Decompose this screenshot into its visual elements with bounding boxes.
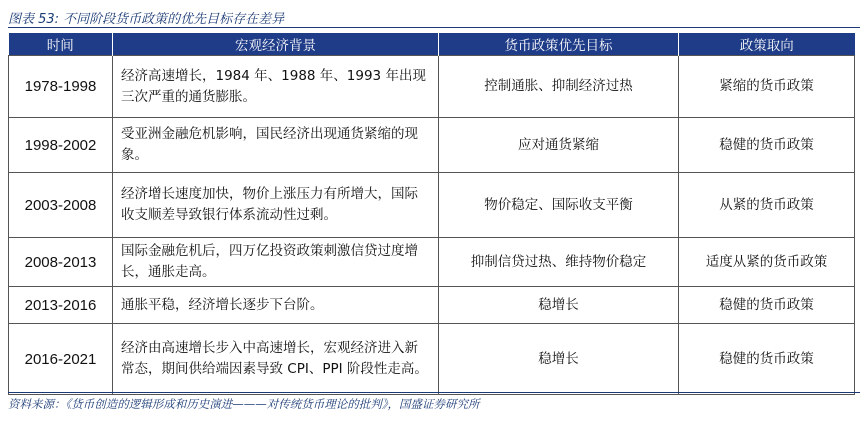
policy-table bbox=[8, 33, 855, 395]
cell-period: 2013-2016 bbox=[9, 287, 113, 324]
cell-orientation: 稳健的货币政策 bbox=[679, 118, 855, 173]
cell-background: 受亚洲金融危机影响，国民经济出现通货紧缩的现象。 bbox=[113, 118, 439, 173]
cell-orientation: 稳健的货币政策 bbox=[679, 324, 855, 395]
cell-target: 抑制信贷过热、维持物价稳定 bbox=[439, 238, 679, 287]
cell-orientation: 紧缩的货币政策 bbox=[679, 56, 855, 118]
cell-orientation: 从紧的货币政策 bbox=[679, 173, 855, 238]
cell-period: 2003-2008 bbox=[9, 173, 113, 238]
cell-background: 经济增长速度加快，物价上涨压力有所增大，国际收支顺差导致银行体系流动性过剩。 bbox=[113, 173, 439, 238]
cell-target: 稳增长 bbox=[439, 287, 679, 324]
cell-background: 经济由高速增长步入中高速增长，宏观经济进入新常态，期间供给端因素导致 CPI、PPI 阶段性走高。 bbox=[113, 324, 439, 395]
cell-target: 稳增长 bbox=[439, 324, 679, 395]
cell-period: 1998-2002 bbox=[9, 118, 113, 173]
cell-target: 应对通货紧缩 bbox=[439, 118, 679, 173]
cell-orientation: 稳健的货币政策 bbox=[679, 287, 855, 324]
table-row bbox=[9, 287, 855, 324]
cell-target: 控制通胀、抑制经济过热 bbox=[439, 56, 679, 118]
cell-background: 国际金融危机后，四万亿投资政策刺激信贷过度增长，通胀走高。 bbox=[113, 238, 439, 287]
source-divider bbox=[8, 392, 860, 393]
table-row bbox=[9, 118, 855, 173]
header-background: 宏观经济背景 bbox=[113, 33, 439, 56]
cell-period: 2016-2021 bbox=[9, 324, 113, 395]
header-orientation: 政策取向 bbox=[679, 33, 855, 56]
cell-background: 通胀平稳，经济增长逐步下台阶。 bbox=[113, 287, 439, 324]
table-row bbox=[9, 56, 855, 118]
table-row bbox=[9, 238, 855, 287]
source-note: 资料来源：《货币创造的逻辑形成和历史演进———对传统货币理论的批判》，国盛证券研究所 bbox=[8, 397, 480, 411]
cell-period: 1978-1998 bbox=[9, 56, 113, 118]
title-divider bbox=[8, 27, 860, 28]
figure-title: 图表 53: 不同阶段货币政策的优先目标存在差异 bbox=[8, 12, 285, 27]
cell-orientation: 适度从紧的货币政策 bbox=[679, 238, 855, 287]
cell-target: 物价稳定、国际收支平衡 bbox=[439, 173, 679, 238]
table-row bbox=[9, 324, 855, 395]
table-header-row bbox=[9, 33, 855, 56]
header-target: 货币政策优先目标 bbox=[439, 33, 679, 56]
cell-period: 2008-2013 bbox=[9, 238, 113, 287]
table-row bbox=[9, 173, 855, 238]
cell-background: 经济高速增长，1984 年、1988 年、1993 年出现三次严重的通货膨胀。 bbox=[113, 56, 439, 118]
header-time: 时间 bbox=[9, 33, 113, 56]
